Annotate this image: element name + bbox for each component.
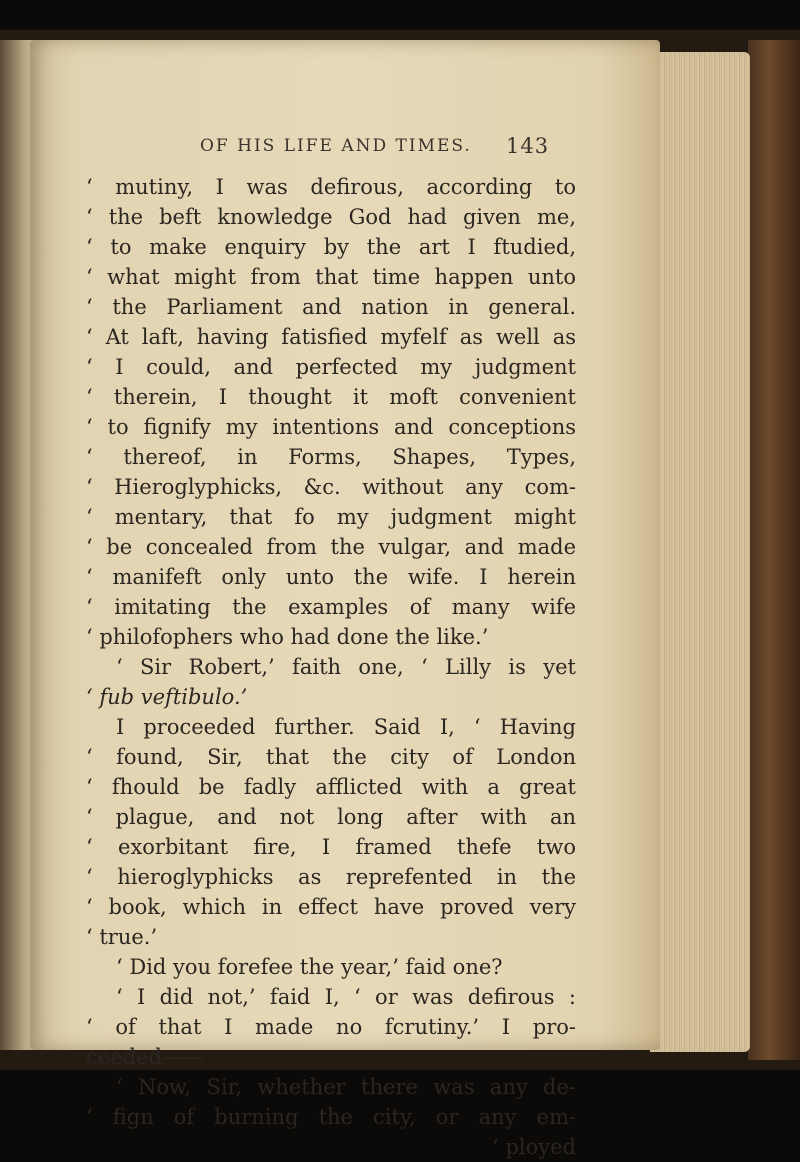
text-line: ‘ I could, and perfected my judgment <box>86 355 576 379</box>
text-line-italic <box>86 682 576 712</box>
text-line: ‘ Sir Robert,’ faith one, ‘ Lilly is yet <box>116 655 576 679</box>
text-line: ‘ exorbitant fire, I framed thefe two <box>86 835 576 859</box>
text-line: ‘ of that I made no fcrutiny.’ I pro- <box>86 1015 576 1039</box>
text-line: ‘ philofophers who had done the like.’ <box>86 625 489 649</box>
text-line: ‘ found, Sir, that the city of London <box>86 745 576 769</box>
text-line: ‘ imitating the examples of many wife <box>86 595 576 619</box>
text-line: ‘ mutiny, I was defirous, according to <box>86 175 576 199</box>
text-line: I proceeded further. Said I, ‘ Having <box>116 715 576 739</box>
text-line: ‘ Did you forefee the year,’ faid one? <box>116 955 503 979</box>
text-line: ‘ At laft, having fatisfied myfelf as well as <box>86 325 576 349</box>
text-line: ‘ Now, Sir, whether there was any de- <box>116 1075 576 1099</box>
catchword: ‘ ployed <box>492 1135 576 1159</box>
text-line: ceeded—— <box>86 1045 204 1069</box>
text-line: ‘ what might from that time happen unto <box>86 265 576 289</box>
text-line: ‘ the Parliament and nation in general. <box>86 295 576 319</box>
text-line: ‘ fhould be fadly afflicted with a great <box>86 775 576 799</box>
text-line: ‘ I did not,’ faid I, ‘ or was defirous : <box>116 985 576 1009</box>
text-line: ‘ the beft knowledge God had given me, <box>86 205 576 229</box>
page-edges <box>650 52 750 1052</box>
text-line: ‘ plague, and not long after with an <box>86 805 576 829</box>
text-line: ‘ true.’ <box>86 925 158 949</box>
page-number: 143 <box>506 134 550 158</box>
running-head <box>200 136 580 156</box>
text-line: ‘ book, which in effect have proved very <box>86 895 576 919</box>
text-line: ‘ be concealed from the vulgar, and made <box>86 535 576 559</box>
text-line: ‘ to fignify my intentions and conceptions <box>86 415 576 439</box>
text-line: ‘ mentary, that fo my judgment might <box>86 505 576 529</box>
text-line: ‘ thereof, in Forms, Shapes, Types, <box>86 445 576 469</box>
running-head-title: OF HIS LIFE AND TIMES. <box>200 136 472 156</box>
text-line: ‘ therein, I thought it moft convenient <box>86 385 576 409</box>
text-line: ‘ to make enquiry by the art I ftudied, <box>86 235 576 259</box>
text-line: ‘ Hieroglyphicks, &c. without any com- <box>86 475 576 499</box>
text-line: ‘ hieroglyphicks as reprefented in the <box>86 865 576 889</box>
book-cover-edge <box>748 40 800 1060</box>
text-line: ‘ manifeft only unto the wife. I herein <box>86 565 576 589</box>
text-line: ‘ fign of burning the city, or any em- <box>86 1105 576 1129</box>
italic-phrase: ‘ fub veftibulo.’ <box>86 685 248 709</box>
